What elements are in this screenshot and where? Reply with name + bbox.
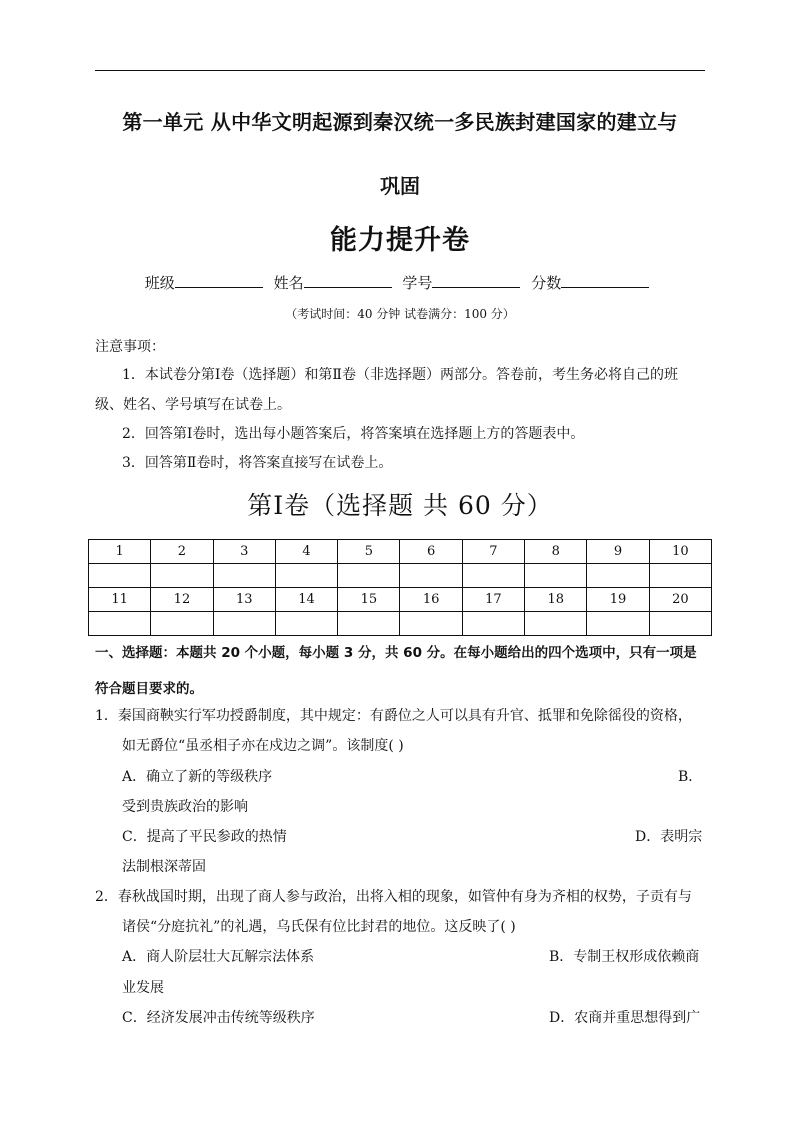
answer-cell[interactable] bbox=[400, 564, 462, 588]
q2-option-b-tail: 业发展 bbox=[122, 980, 164, 996]
unit-title-line1: 第一单元 从中华文明起源到秦汉统一多民族封建国家的建立与 bbox=[122, 110, 678, 134]
q1-stem-line2: 如无爵位“虽丞相子亦在戍边之调”。该制度( ) bbox=[122, 738, 404, 754]
grid-number-cell: 10 bbox=[649, 540, 711, 564]
grid-number-cell: 15 bbox=[338, 588, 400, 612]
class-label: 班级 bbox=[144, 274, 175, 292]
score-label: 分数 bbox=[531, 274, 562, 292]
grid-number-cell: 12 bbox=[151, 588, 213, 612]
answer-cell[interactable] bbox=[587, 564, 649, 588]
grid-number-cell: 1 bbox=[89, 540, 151, 564]
note-2: 2．回答第Ⅰ卷时，选出每小题答案后，将答案填在选择题上方的答题表中。 bbox=[122, 426, 585, 442]
section1-instruction-line1: 一、选择题：本题共 20 个小题，每小题 3 分，共 60 分。在每小题给出的四个选项中，只有一项是 bbox=[95, 645, 697, 661]
answer-grid-answer-row bbox=[89, 612, 712, 636]
exam-time: （考试时间：40 分钟 试卷满分：100 分） bbox=[285, 307, 515, 321]
answer-grid-answer-row bbox=[89, 564, 712, 588]
part1-title: 第Ⅰ卷（选择题 共 60 分） bbox=[247, 491, 553, 520]
grid-number-cell: 8 bbox=[525, 540, 587, 564]
answer-cell[interactable] bbox=[462, 564, 524, 588]
unit-title-line2: 巩固 bbox=[380, 174, 420, 198]
name-blank[interactable] bbox=[304, 273, 392, 288]
grid-number-cell: 16 bbox=[400, 588, 462, 612]
answer-cell[interactable] bbox=[89, 612, 151, 636]
answer-cell[interactable] bbox=[649, 564, 711, 588]
grid-number-cell: 11 bbox=[89, 588, 151, 612]
answer-cell[interactable] bbox=[400, 612, 462, 636]
q2-stem-line2: 诸侯“分庭抗礼”的礼遇，乌氏保有位比封君的地位。这反映了( ) bbox=[122, 919, 516, 935]
student-id-label: 学号 bbox=[402, 274, 433, 292]
q1-option-d-head[interactable]: D．表明宗 bbox=[635, 829, 703, 845]
grid-number-cell: 6 bbox=[400, 540, 462, 564]
paper-title: 能力提升卷 bbox=[330, 225, 470, 256]
answer-cell[interactable] bbox=[151, 564, 213, 588]
answer-cell[interactable] bbox=[275, 564, 337, 588]
grid-number-cell: 3 bbox=[213, 540, 275, 564]
q1-option-a[interactable]: A．确立了新的等级秩序 bbox=[122, 769, 273, 785]
q1-option-d-tail: 法制根深蒂固 bbox=[122, 859, 206, 875]
answer-cell[interactable] bbox=[525, 564, 587, 588]
answer-cell[interactable] bbox=[587, 612, 649, 636]
answer-cell[interactable] bbox=[462, 612, 524, 636]
q1-stem-line1: 1．秦国商鞅实行军功授爵制度，其中规定：有爵位之人可以具有升官、抵罪和免除徭役的资格， bbox=[95, 708, 692, 724]
section1-instruction-line2: 符合题目要求的。 bbox=[95, 681, 203, 697]
answer-grid bbox=[88, 539, 712, 636]
q1-option-b-head[interactable]: B． bbox=[678, 769, 703, 785]
grid-number-cell: 9 bbox=[587, 540, 649, 564]
notes-heading: 注意事项： bbox=[95, 339, 165, 355]
grid-number-cell: 7 bbox=[462, 540, 524, 564]
student-id-blank[interactable] bbox=[432, 273, 520, 288]
q2-stem-line1: 2．春秋战国时期，出现了商人参与政治，出将入相的现象，如管仲有身为齐相的权势，子贡有与 bbox=[95, 889, 692, 905]
grid-number-cell: 4 bbox=[275, 540, 337, 564]
grid-number-cell: 13 bbox=[213, 588, 275, 612]
q2-option-c[interactable]: C．经济发展冲击传统等级秩序 bbox=[122, 1010, 315, 1026]
grid-number-cell: 14 bbox=[275, 588, 337, 612]
answer-grid-number-row bbox=[89, 588, 712, 612]
note-1-line2: 级、姓名、学号填写在试卷上。 bbox=[95, 397, 291, 413]
class-blank[interactable] bbox=[175, 273, 263, 288]
answer-cell[interactable] bbox=[151, 612, 213, 636]
note-1-line1: 1．本试卷分第Ⅰ卷（选择题）和第Ⅱ卷（非选择题）两部分。答卷前，考生务必将自己的班 bbox=[122, 367, 678, 383]
answer-cell[interactable] bbox=[338, 564, 400, 588]
name-label: 姓名 bbox=[273, 274, 304, 292]
grid-number-cell: 17 bbox=[462, 588, 524, 612]
answer-cell[interactable] bbox=[213, 564, 275, 588]
answer-cell[interactable] bbox=[275, 612, 337, 636]
score-blank[interactable] bbox=[561, 273, 649, 288]
q1-option-c[interactable]: C．提高了平民参政的热情 bbox=[122, 829, 287, 845]
q2-option-b-head[interactable]: B．专制王权形成依赖商 bbox=[549, 949, 700, 965]
q1-option-b-tail: 受到贵族政治的影响 bbox=[122, 799, 248, 815]
grid-number-cell: 2 bbox=[151, 540, 213, 564]
answer-cell[interactable] bbox=[649, 612, 711, 636]
grid-number-cell: 20 bbox=[649, 588, 711, 612]
header-rule bbox=[95, 70, 705, 71]
grid-number-cell: 19 bbox=[587, 588, 649, 612]
answer-cell[interactable] bbox=[89, 564, 151, 588]
answer-cell[interactable] bbox=[338, 612, 400, 636]
note-3: 3．回答第Ⅱ卷时，将答案直接写在试卷上。 bbox=[122, 455, 393, 471]
grid-number-cell: 18 bbox=[525, 588, 587, 612]
grid-number-cell: 5 bbox=[338, 540, 400, 564]
student-info-line bbox=[95, 272, 705, 293]
answer-cell[interactable] bbox=[213, 612, 275, 636]
answer-grid-number-row bbox=[89, 540, 712, 564]
q2-option-a[interactable]: A．商人阶层壮大瓦解宗法体系 bbox=[122, 949, 315, 965]
answer-cell[interactable] bbox=[525, 612, 587, 636]
q2-option-d-head[interactable]: D．农商并重思想得到广 bbox=[549, 1010, 701, 1026]
